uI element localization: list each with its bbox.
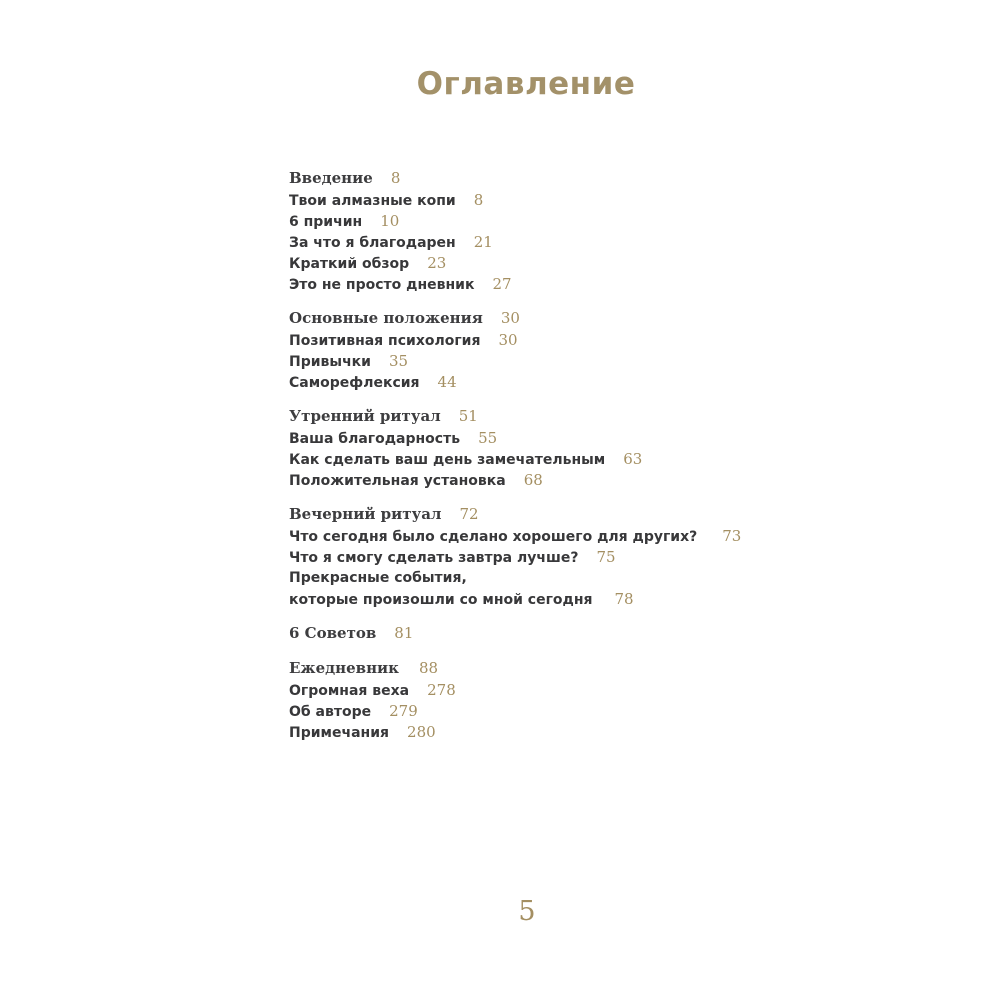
toc-entry-label: которые произошли со мной сегодня <box>289 592 593 608</box>
toc-page-number: 280 <box>407 723 436 741</box>
toc-entry[interactable] <box>289 589 749 610</box>
toc-entry-label: Ваша благодарность <box>289 431 461 447</box>
toc-entry[interactable] <box>289 722 749 743</box>
toc-heading-label: Ежедневник <box>289 659 400 677</box>
toc-entry[interactable] <box>289 351 749 372</box>
toc-entry[interactable] <box>289 526 749 547</box>
toc-page-number: 27 <box>492 275 512 293</box>
toc-page-number: 75 <box>596 548 616 566</box>
toc-section-basics <box>289 307 749 393</box>
toc-page-number: 10 <box>380 212 400 230</box>
toc-entry[interactable] <box>289 449 749 470</box>
table-of-contents <box>289 167 749 755</box>
page-title: Оглавление <box>416 66 636 102</box>
toc-entry-label: Позитивная психология <box>289 333 481 349</box>
toc-section-evening-ritual <box>289 503 749 610</box>
toc-page-number: 63 <box>623 450 643 468</box>
toc-page-number: 78 <box>614 590 634 608</box>
toc-section-tips <box>289 622 749 645</box>
toc-page-number: 30 <box>498 331 518 349</box>
toc-heading-label: Основные положения <box>289 309 483 327</box>
toc-heading[interactable] <box>289 167 749 190</box>
toc-entry[interactable] <box>289 253 749 274</box>
toc-section-planner <box>289 657 749 743</box>
toc-entry-label: Примечания <box>289 725 390 741</box>
toc-heading-label: Утренний ритуал <box>289 407 441 425</box>
toc-entry[interactable] <box>289 232 749 253</box>
toc-page-number: 51 <box>458 407 478 425</box>
toc-entry-label: Положительная установка <box>289 473 506 489</box>
toc-entry-label: 6 причин <box>289 214 363 230</box>
toc-heading-label: Введение <box>289 169 373 187</box>
toc-page-number: 21 <box>473 233 493 251</box>
toc-section-morning-ritual <box>289 405 749 491</box>
toc-entry[interactable] <box>289 547 749 568</box>
toc-entry-label: Краткий обзор <box>289 256 410 272</box>
toc-entry[interactable] <box>289 211 749 232</box>
toc-page-number: 73 <box>722 527 742 545</box>
toc-entry[interactable] <box>289 330 749 351</box>
toc-entry-label: Огромная веха <box>289 683 410 699</box>
toc-page-number: 30 <box>500 309 520 327</box>
toc-page-number: 8 <box>473 191 484 209</box>
toc-entry[interactable] <box>289 568 749 589</box>
toc-entry[interactable] <box>289 701 749 722</box>
toc-entry-label: Что я смогу сделать завтра лучше? <box>289 550 579 566</box>
toc-entry-label: За что я благодарен <box>289 235 456 251</box>
toc-heading[interactable] <box>289 503 749 526</box>
toc-page-number: 8 <box>390 169 401 187</box>
toc-page-number: 72 <box>459 505 479 523</box>
toc-page-number: 55 <box>478 429 498 447</box>
toc-entry-label: Прекрасные события, <box>289 570 467 586</box>
toc-entry[interactable] <box>289 680 749 701</box>
toc-entry-label: Саморефлексия <box>289 375 420 391</box>
toc-section-introduction <box>289 167 749 295</box>
toc-heading[interactable] <box>289 307 749 330</box>
toc-entry[interactable] <box>289 372 749 393</box>
toc-page-number: 35 <box>389 352 409 370</box>
toc-entry-label: Об авторе <box>289 704 372 720</box>
toc-heading-label: 6 Советов <box>289 624 377 642</box>
toc-heading[interactable] <box>289 657 749 680</box>
toc-entry[interactable] <box>289 470 749 491</box>
toc-entry[interactable] <box>289 428 749 449</box>
toc-entry-label: Привычки <box>289 354 371 370</box>
toc-entry-label: Твои алмазные копи <box>289 193 456 209</box>
toc-heading-label: Вечерний ритуал <box>289 505 442 523</box>
toc-page-number: 68 <box>523 471 543 489</box>
toc-entry-label: Это не просто дневник <box>289 277 475 293</box>
toc-entry[interactable] <box>289 274 749 295</box>
toc-entry-label: Что сегодня было сделано хорошего для других? <box>289 529 698 545</box>
toc-page-number: 278 <box>427 681 456 699</box>
toc-entry-label: Как сделать ваш день замечательным <box>289 452 606 468</box>
toc-page-number: 44 <box>437 373 457 391</box>
toc-page-number: 279 <box>389 702 418 720</box>
toc-heading[interactable] <box>289 622 749 645</box>
toc-page-number: 81 <box>394 624 414 642</box>
toc-entry[interactable] <box>289 190 749 211</box>
toc-heading[interactable] <box>289 405 749 428</box>
toc-page-number: 88 <box>419 659 439 677</box>
page-number: 5 <box>518 896 536 927</box>
toc-page-number: 23 <box>427 254 447 272</box>
